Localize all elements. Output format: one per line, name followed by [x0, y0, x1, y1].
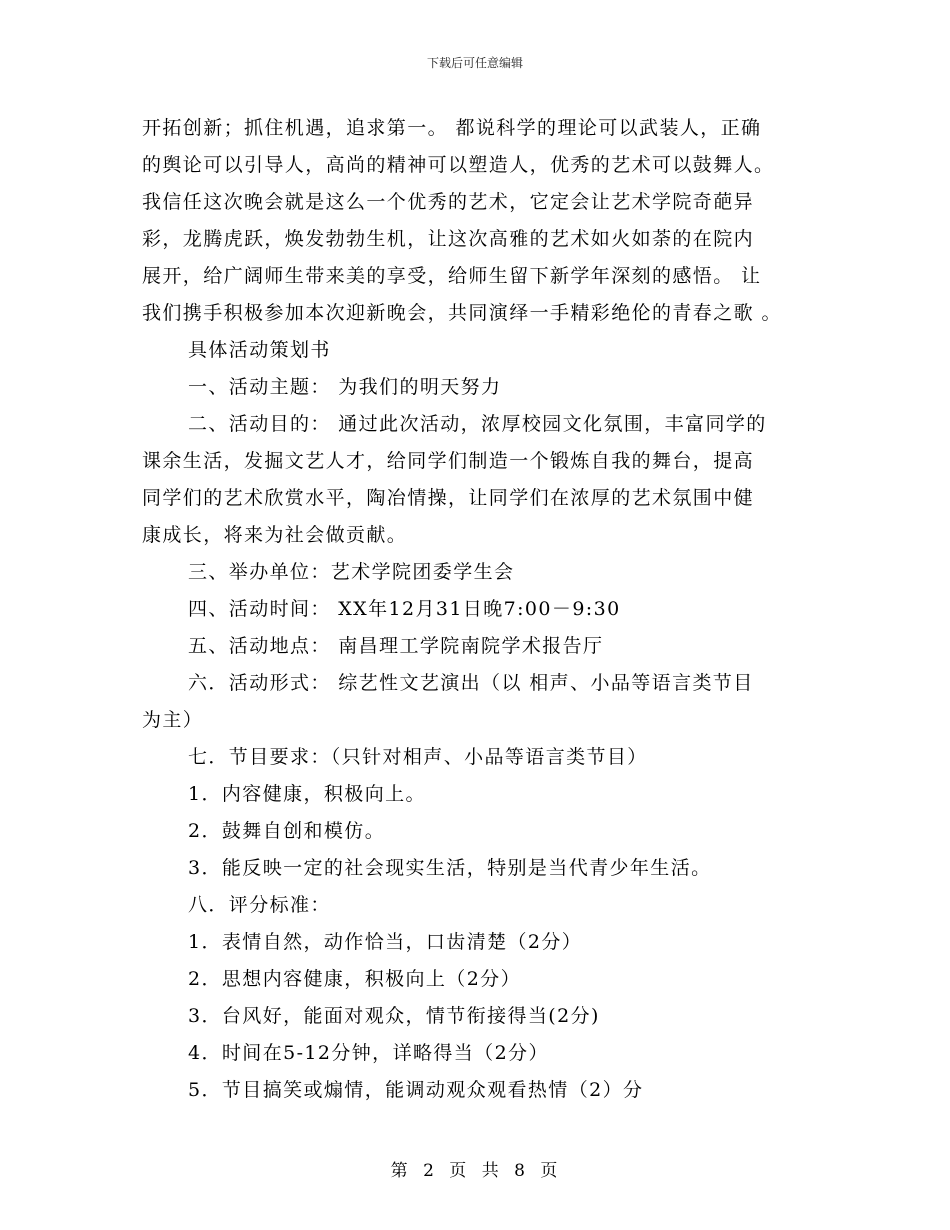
page-header: 下载后可任意编辑	[426, 56, 523, 70]
document-line: 1．表情自然，动作恰当，口齿清楚（2分）	[188, 931, 583, 953]
document-body	[142, 110, 814, 1109]
document-line: 七．节目要求：（只针对相声、小品等语言类节目）	[188, 746, 648, 768]
document-line: 4．时间在5-12分钟，详略得当（2分）	[188, 1042, 549, 1064]
document-line: 课余生活，发掘文艺人才，给同学们制造一个锻炼自我的舞台，提高	[142, 450, 755, 472]
document-line: 同学们的艺术欣赏水平，陶冶情操，让同学们在浓厚的艺术氛围中健	[142, 487, 755, 509]
document-line: 一、活动主题： 为我们的明天努力	[188, 376, 502, 398]
document-line: 彩，龙腾虎跃，焕发勃勃生机，让这次高雅的艺术如火如荼的在院内	[142, 228, 755, 250]
document-line: 3．台风好，能面对观众，情节衔接得当(2分)	[188, 1005, 600, 1027]
document-line: 我信任这次晚会就是这么一个优秀的艺术，它定会让艺术学院奇葩异	[142, 191, 755, 213]
document-line: 3．能反映一定的社会现实生活，特别是当代青少年生活。	[188, 857, 712, 879]
document-line: 二、活动目的： 通过此次活动，浓厚校园文化氛围，丰富同学的	[188, 413, 767, 435]
document-line: 2．鼓舞自创和模仿。	[188, 820, 386, 842]
document-line: 六．活动形式： 综艺性文艺演出（以 相声、小品等语言类节目	[188, 672, 754, 694]
page-footer: 第 2 页 共 8 页	[390, 1161, 560, 1181]
document-line: 2．思想内容健康，积极向上（2分）	[188, 968, 521, 990]
document-line: 的舆论可以引导人，高尚的精神可以塑造人，优秀的艺术可以鼓舞人。	[142, 154, 775, 176]
document-line: 开拓创新；抓住机遇，追求第一。 都说科学的理论可以武装人，正确	[142, 117, 762, 139]
document-line: 5．节目搞笑或煽情，能调动观众观看热情（2）分	[188, 1079, 644, 1101]
document-line: 1．内容健康，积极向上。	[188, 783, 426, 805]
document-line: 我们携手积极参加本次迎新晚会，共同演绎一手精彩绝伦的青春之歌 。	[142, 302, 782, 324]
document-line: 为主）	[142, 709, 204, 731]
document-line: 四、活动时间： XX年12月31日晚7:00－9:30	[188, 598, 621, 620]
document-line: 八．评分标准：	[188, 894, 331, 916]
document-line: 康成长，将来为社会做贡献。	[142, 524, 408, 546]
document-line: 具体活动策划书	[188, 339, 331, 361]
document-line: 五、活动地点： 南昌理工学院南院学术报告厅	[188, 635, 604, 657]
document-line: 展开，给广阔师生带来美的享受，给师生留下新学年深刻的感悟。 让	[142, 265, 762, 287]
document-line: 三、举办单位：艺术学院团委学生会	[188, 561, 515, 583]
